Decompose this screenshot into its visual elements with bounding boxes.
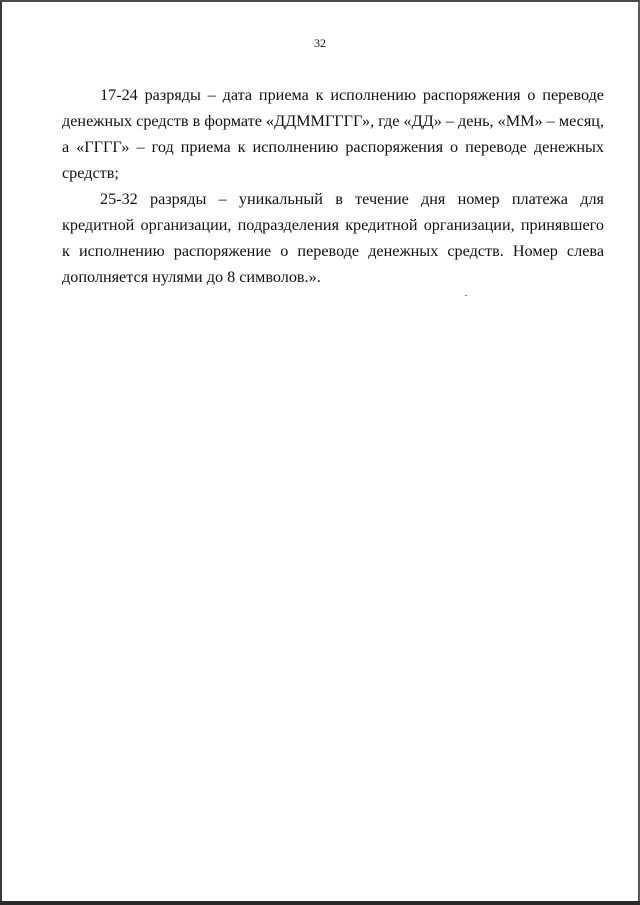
scan-edge-left	[0, 0, 2, 905]
paragraph-digits-25-32: 25-32 разряды – уникальный в течение дня номер платежа для кредитной организации, подразделения кредитной организации, принявшего к исполнению распоряжение о переводе денежных средств. Номер слева дополняется нулями до 8 символов.».	[62, 190, 604, 286]
scan-speck	[465, 295, 467, 296]
scan-edge-bottom	[0, 901, 640, 905]
scan-edge-top	[0, 0, 640, 2]
paragraph-digits-17-24: 17-24 разряды – дата приема к исполнению распоряжения о переводе денежных средств в формате «ДДММГГГГ», где «ДД» – день, «ММ» – месяц, а «ГГГГ» – год приема к исполнению распоряжения о переводе денежных средств;	[62, 86, 604, 182]
document-body	[62, 82, 604, 290]
page-number: 32	[314, 36, 326, 50]
